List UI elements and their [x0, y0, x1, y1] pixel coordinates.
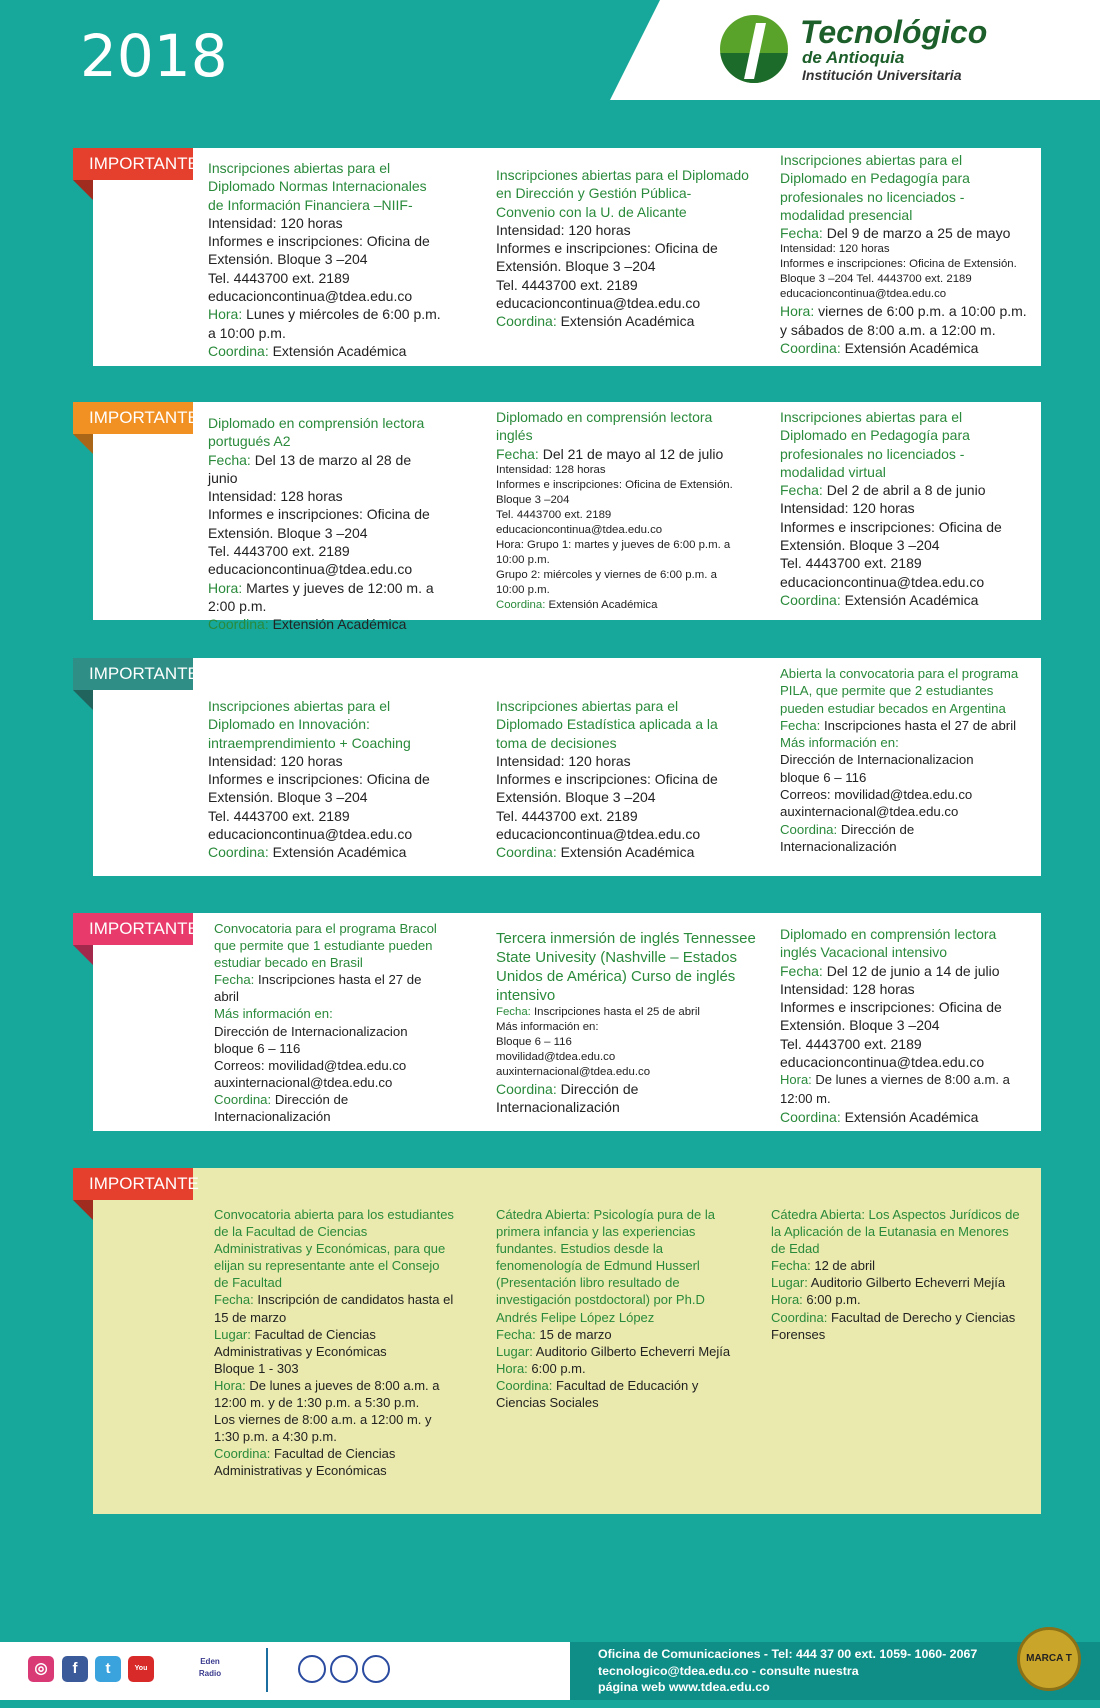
event-tennessee: Tercera inmersión de inglés Tennessee State Univesity (Nashville – Estados Unidos de América) Curso de inglés intensivo Fecha: Inscripciones hasta el 25 de abril Más información en: Bloque 6 – 116 movilidad@tdea.edu.co auxinternacional@tdea.edu.co Coordina: Dirección de Internacionalización	[496, 930, 756, 1116]
important-tag: IMPORTANTE	[73, 913, 193, 945]
event-portugues: Diplomado en comprensión lectora portugués A2 Fecha: Del 13 de marzo al 28 de junio Intensidad: 128 horas Informes e inscripciones: Oficina de Extensión. Bloque 3 –204 Tel. 4443700 ext. 2189 educacioncontinua@tdea.edu.co Hora: Martes y jueves de 12:00 m. a 2:00 p.m. Coordina: Extensión Académica	[208, 415, 434, 633]
facebook-icon[interactable]: f	[62, 1656, 88, 1682]
footer-divider	[266, 1648, 268, 1692]
instagram-icon[interactable]: ◎	[28, 1656, 54, 1682]
important-tag: IMPORTANTE	[73, 1168, 193, 1200]
partner-logo-icon	[330, 1655, 358, 1683]
logo-line3: Institución Universitaria	[802, 67, 962, 83]
twitter-icon[interactable]: t	[95, 1656, 121, 1682]
event-ingles: Diplomado en comprensión lectora inglés Fecha: Del 21 de mayo al 12 de julio Intensidad: 128 horas Informes e inscripciones: Oficina de Extensión. Bloque 3 –204 Tel. 4443700 ext. 2189 educacioncontinua@tdea.edu.co Hora: Grupo 1: martes y jueves de 6:00 p.m. a 10:00 p.m. Grupo 2: miércoles y viernes de 6:00 p.m. a 10:00 p.m. Coordina: Extensión Académica	[496, 409, 733, 611]
eden-radio-logo[interactable]: Eden Radio	[196, 1656, 224, 1682]
event-catedra-eutanasia: Cátedra Abierta: Los Aspectos Jurídicos de la Aplicación de la Eutanasia en Menores de Edad Fecha: 12 de abril Lugar: Auditorio Gilberto Echeverri Mejía Hora: 6:00 p.m. Coordina: Facultad de Derecho y Ciencias Forenses	[771, 1207, 1020, 1342]
important-tag: IMPORTANTE	[73, 658, 193, 690]
event-catedra-psicologia: Cátedra Abierta: Psicología pura de la primera infancia y las experiencias fundantes. Estudios desde la fenomenología de Edmund Husserl (Presentación libro resultado de investigación postdoctoral) por Ph.D Andrés Felipe López López Fecha: 15 de marzo Lugar: Auditorio Gilberto Echeverri Mejía Hora: 6:00 p.m. Coordina: Facultad de Educación y Ciencias Sociales	[496, 1207, 731, 1411]
event-innovacion: Inscripciones abiertas para el Diplomado en Innovación: intraemprendimiento + Coaching Intensidad: 120 horas Informes e inscripciones: Oficina de Extensión. Bloque 3 –204 Tel. 4443700 ext. 2189 educacioncontinua@tdea.edu.co Coordina: Extensión Académica	[208, 698, 430, 861]
event-bracol: Convocatoria para el programa Bracol que permite que 1 estudiante pueden estudiar becado en Brasil Fecha: Inscripciones hasta el 27 de abril Más información en: Dirección de Internacionalizacion bloque 6 – 116 Correos: movilidad@tdea.edu.co auxinternacional@tdea.edu.co Coordina: Dirección de Internacionalización	[214, 921, 437, 1125]
event-pila: Abierta la convocatoria para el programa PILA, que permite que 2 estudiantes pueden estudiar becados en Argentina Fecha: Inscripciones hasta el 27 de abril Más información en: Dirección de Internacionalizacion bloque 6 – 116 Correos: movilidad@tdea.edu.co auxinternacional@tdea.edu.co Coordina: Dirección de Internacionalización	[780, 666, 1019, 854]
logo-line2: de Antioquia	[802, 48, 905, 67]
logo-line1: Tecnológico	[800, 14, 988, 50]
important-tag: IMPORTANTE	[73, 148, 193, 180]
event-gestion-publica: Inscripciones abiertas para el Diplomado en Dirección y Gestión Pública- Convenio con la U. de Alicante Intensidad: 120 horas Informes e inscripciones: Oficina de Extensión. Bloque 3 –204 Tel. 4443700 ext. 2189 educacioncontinua@tdea.edu.co Coordina: Extensión Académica	[496, 167, 749, 330]
marca-t-seal: MARCA T	[1017, 1627, 1081, 1691]
partner-logo-icon	[298, 1655, 326, 1683]
event-ingles-vacacional: Diplomado en comprensión lectora inglés Vacacional intensivo Fecha: Del 12 de junio a 14 de julio Intensidad: 128 horas Informes e inscripciones: Oficina de Extensión. Bloque 3 –204 Tel. 4443700 ext. 2189 educacioncontinua@tdea.edu.co Hora: De lunes a viernes de 8:00 a.m. a 12:00 m. Coordina: Extensión Académica	[780, 926, 1010, 1125]
footer-contact: Oficina de Comunicaciones - Tel: 444 37 00 ext. 1059- 1060- 2067 tecnologico@tdea.edu.co - consulte nuestra página web www.tdea.edu.co	[598, 1647, 978, 1694]
important-tag: IMPORTANTE	[73, 402, 193, 434]
event-consejo-facultad: Convocatoria abierta para los estudiantes de la Facultad de Ciencias Administrativas y Económicas, para que elijan su representante ante el Consejo de Facultad Fecha: Inscripción de candidatos hasta el 15 de marzo Lugar: Facultad de Ciencias Administrativas y Económicas Bloque 1 - 303 Hora: De lunes a jueves de 8:00 a.m. a 12:00 m. y de 1:30 p.m. a 5:30 p.m. Los viernes de 8:00 a.m. a 12:00 m. y 1:30 p.m. a 4:30 p.m. Coordina: Facultad de Ciencias Administrativas y Económicas	[214, 1207, 454, 1479]
logo-emblem-icon	[720, 15, 788, 83]
event-pedagogia-presencial: Inscripciones abiertas para el Diplomado en Pedagogía para profesionales no licenciados - modalidad presencial Fecha: Del 9 de marzo a 25 de mayo Intensidad: 120 horas Informes e inscripciones: Oficina de Extensión. Bloque 3 –204 Tel. 4443700 ext. 2189 educacioncontinua@tdea.edu.co Hora: viernes de 6:00 p.m. a 10:00 p.m. y sábados de 8:00 a.m. a 12:00 m. Coordina: Extensión Académica	[780, 152, 1027, 357]
event-estadistica: Inscripciones abiertas para el Diplomado Estadística aplicada a la toma de decisiones Intensidad: 120 horas Informes e inscripciones: Oficina de Extensión. Bloque 3 –204 Tel. 4443700 ext. 2189 educacioncontinua@tdea.edu.co Coordina: Extensión Académica	[496, 698, 718, 861]
partner-logo-icon	[362, 1655, 390, 1683]
event-niif: Inscripciones abiertas para el Diplomado Normas Internacionales de Información Financiera –NIIF- Intensidad: 120 horas Informes e inscripciones: Oficina de Extensión. Bloque 3 –204 Tel. 4443700 ext. 2189 educacioncontinua@tdea.edu.co Hora: Lunes y miércoles de 6:00 p.m. a 10:00 p.m. Coordina: Extensión Académica	[208, 160, 441, 359]
event-pedagogia-virtual: Inscripciones abiertas para el Diplomado en Pedagogía para profesionales no licenciados - modalidad virtual Fecha: Del 2 de abril a 8 de junio Intensidad: 120 horas Informes e inscripciones: Oficina de Extensión. Bloque 3 –204 Tel. 4443700 ext. 2189 educacioncontinua@tdea.edu.co Coordina: Extensión Académica	[780, 409, 1002, 608]
youtube-icon[interactable]: You Tube	[128, 1656, 154, 1682]
year-title: 2018	[80, 22, 228, 90]
